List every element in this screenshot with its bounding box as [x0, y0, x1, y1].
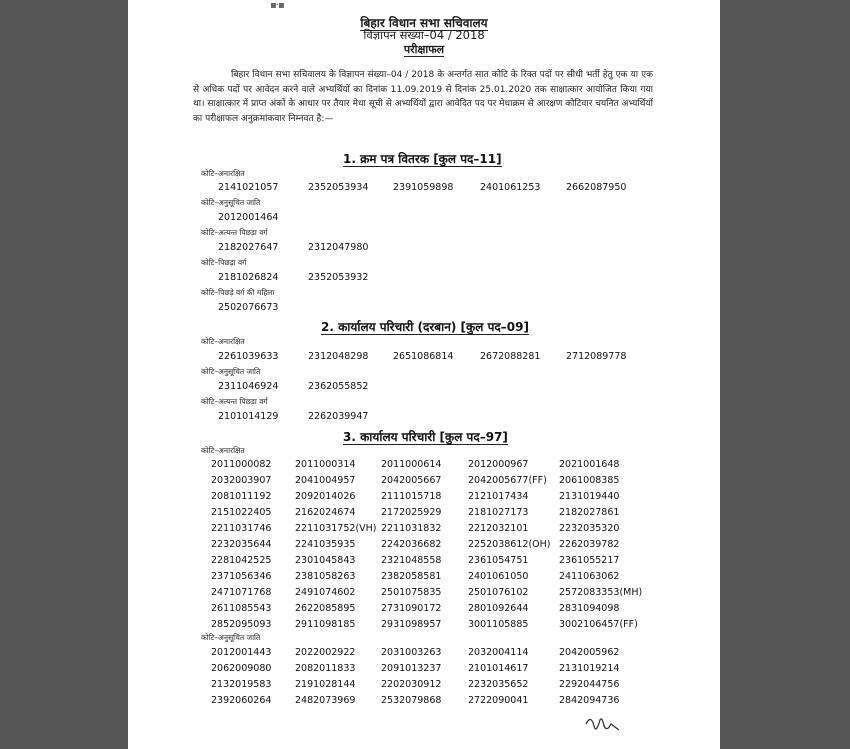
- roll-number: 2101014617: [468, 663, 529, 674]
- roll-number: 2831094098: [559, 603, 620, 614]
- roll-number: 2911098185: [295, 619, 356, 630]
- header-result-title: परीक्षाफल: [403, 43, 445, 56]
- roll-number: 2202030912: [381, 679, 442, 690]
- roll-number: 2042005677(FF): [468, 475, 547, 486]
- roll-number: 2011000614: [381, 459, 442, 470]
- roll-number: 2852095093: [211, 619, 272, 630]
- roll-number: 2091013237: [381, 663, 442, 674]
- roll-number: 2032003907: [211, 475, 272, 486]
- roll-number: 2622085895: [295, 603, 356, 614]
- roll-number: 2662087950: [566, 182, 627, 193]
- roll-number: 2232035320: [559, 523, 620, 534]
- roll-number: 2182027861: [559, 507, 620, 518]
- roll-number: 2182027647: [218, 242, 279, 253]
- roll-number: 2292044756: [559, 679, 620, 690]
- roll-number: 2262039782: [559, 539, 620, 550]
- category-label: कोटि–अत्यन्त पिछड़ा वर्ग: [201, 397, 268, 406]
- roll-number: 2012001443: [211, 647, 272, 658]
- roll-number: 2311046924: [218, 381, 279, 392]
- roll-number: 2241035935: [295, 539, 356, 550]
- roll-number: 2261039633: [218, 351, 279, 362]
- roll-number: 2392060264: [211, 695, 272, 706]
- roll-number: 2111015718: [381, 491, 442, 502]
- roll-number: 2041004957: [295, 475, 356, 486]
- roll-number: 2062009080: [211, 663, 272, 674]
- roll-number: 2501076102: [468, 587, 529, 598]
- roll-number: 2011000082: [211, 459, 272, 470]
- roll-number: 2352053934: [308, 182, 369, 193]
- roll-number: 2022002922: [295, 647, 356, 658]
- roll-number: 2092014026: [295, 491, 356, 502]
- roll-number: 2712089778: [566, 351, 627, 362]
- document-page: [128, 0, 720, 749]
- roll-number: 2211031832: [381, 523, 442, 534]
- signature-mark: [583, 712, 623, 736]
- roll-number: 2301045843: [295, 555, 356, 566]
- roll-number: 2401061253: [480, 182, 541, 193]
- roll-number: 2081011192: [211, 491, 272, 502]
- roll-number: 2482073969: [295, 695, 356, 706]
- roll-number: 2131019214: [559, 663, 620, 674]
- roll-number: 2501075835: [381, 587, 442, 598]
- category-label: कोटि–अत्यन्त पिछड़ा वर्ग: [201, 228, 268, 237]
- roll-number: 2012001464: [218, 212, 279, 223]
- roll-number: 2252038612(OH): [468, 539, 551, 550]
- roll-number: 2471071768: [211, 587, 272, 598]
- roll-number: 2242036682: [381, 539, 442, 550]
- roll-number: 2842094736: [559, 695, 620, 706]
- category-label: कोटि–अनारक्षित: [201, 337, 245, 346]
- roll-number: 2572083353(MH): [559, 587, 643, 598]
- roll-number: 2181026824: [218, 272, 279, 283]
- roll-number: 2212032101: [468, 523, 529, 534]
- category-label: कोटि–पिछड़े वर्ग की महिला: [201, 288, 275, 297]
- roll-number: 2172025929: [381, 507, 442, 518]
- header-advertisement-number: विज्ञापन संख्या–04 / 2018: [363, 28, 485, 42]
- section-heading-2: 2. कार्यालय परिचारी (दरबान) [कुल पद–09]: [321, 320, 529, 334]
- roll-number: 2391059898: [393, 182, 454, 193]
- roll-number: 2232035644: [211, 539, 272, 550]
- roll-number: 2021001648: [559, 459, 620, 470]
- roll-number: 2061008385: [559, 475, 620, 486]
- roll-number: 2031003263: [381, 647, 442, 658]
- roll-number: 2352053932: [308, 272, 369, 283]
- roll-number: 3002106457(FF): [559, 619, 638, 630]
- category-label: कोटि–अनुसूचित जाति: [201, 367, 261, 376]
- roll-number: 2012000967: [468, 459, 529, 470]
- roll-number: 2411063062: [559, 571, 620, 582]
- section-heading-1: 1. क्रम पत्र वितरक [कुल पद–11]: [343, 152, 502, 166]
- page-top-mark: ▪·▪: [270, 0, 284, 11]
- roll-number: 2361055217: [559, 555, 620, 566]
- roll-number: 2042005962: [559, 647, 620, 658]
- roll-number: 2211031752(VH): [295, 523, 377, 534]
- roll-number: 2491074602: [295, 587, 356, 598]
- roll-number: 2232035652: [468, 679, 529, 690]
- roll-number: 2211031746: [211, 523, 272, 534]
- roll-number: 2401061050: [468, 571, 529, 582]
- roll-number: 2321048558: [381, 555, 442, 566]
- roll-number: 2082011833: [295, 663, 356, 674]
- roll-number: 2262039947: [308, 411, 369, 422]
- roll-number: 2801092644: [468, 603, 529, 614]
- roll-number: 2131019440: [559, 491, 620, 502]
- roll-number: 2722090041: [468, 695, 529, 706]
- roll-number: 2611085543: [211, 603, 272, 614]
- roll-number: 2382058581: [381, 571, 442, 582]
- roll-number: 2151022405: [211, 507, 272, 518]
- roll-number: 2132019583: [211, 679, 272, 690]
- roll-number: 2191028144: [295, 679, 356, 690]
- roll-number: 2042005667: [381, 475, 442, 486]
- roll-number: 2312047980: [308, 242, 369, 253]
- category-label: कोटि–पिछड़ा वर्ग: [201, 258, 247, 267]
- category-label: कोटि–अनुसूचित जाति: [201, 198, 261, 207]
- roll-number: 2121017434: [468, 491, 529, 502]
- roll-number: 2281042525: [211, 555, 272, 566]
- intro-paragraph: बिहार विधान सभा सचिवालय के विज्ञापन संख्या–04 / 2018 के अन्तर्गत सात कोटि के रिक्त पदों पर सीधी भर्ती हेतु एक या एक से अधिक पदों पर आवेदन करने वाले अभ्यर्थियों का दिनांक 11.09.2019 से दिनांक 25.01.2020 तक साक्षात्कार आयोजित किया गया था। साक्षात्कार में प्राप्त अंकों के आधार पर तैयार मेधा सूची से अभ्यर्थियों द्वारा आवेदित पद पर मेधाक्रम से आरक्षण कोटिवार चयनित अभ्यर्थियों का परीक्षाफल अनुक्रमांकवार निम्नवत है:—: [193, 70, 653, 124]
- roll-number: 2672088281: [480, 351, 541, 362]
- roll-number: 2181027173: [468, 507, 529, 518]
- roll-number: 2931098957: [381, 619, 442, 630]
- roll-number: 2362055852: [308, 381, 369, 392]
- category-label: कोटि–अनारक्षित: [201, 169, 245, 178]
- header-secretariat: बिहार विधान सभा सचिवालय: [360, 16, 488, 30]
- roll-number: 2141021057: [218, 182, 279, 193]
- section-heading-3: 3. कार्यालय परिचारी [कुल पद–97]: [343, 430, 508, 444]
- category-label: कोटि–अनारक्षित: [201, 446, 245, 455]
- category-label: कोटि–अनुसूचित जाति: [201, 633, 261, 642]
- roll-number: 2532079868: [381, 695, 442, 706]
- roll-number: 2032004114: [468, 647, 529, 658]
- roll-number: 2371056346: [211, 571, 272, 582]
- roll-number: 2502076673: [218, 302, 279, 313]
- roll-number: 2381058263: [295, 571, 356, 582]
- roll-number: 2101014129: [218, 411, 279, 422]
- roll-number: 3001105885: [468, 619, 529, 630]
- roll-number: 2312048298: [308, 351, 369, 362]
- roll-number: 2651086814: [393, 351, 454, 362]
- roll-number: 2361054751: [468, 555, 529, 566]
- roll-number: 2731090172: [381, 603, 442, 614]
- roll-number: 2162024674: [295, 507, 356, 518]
- roll-number: 2011000314: [295, 459, 356, 470]
